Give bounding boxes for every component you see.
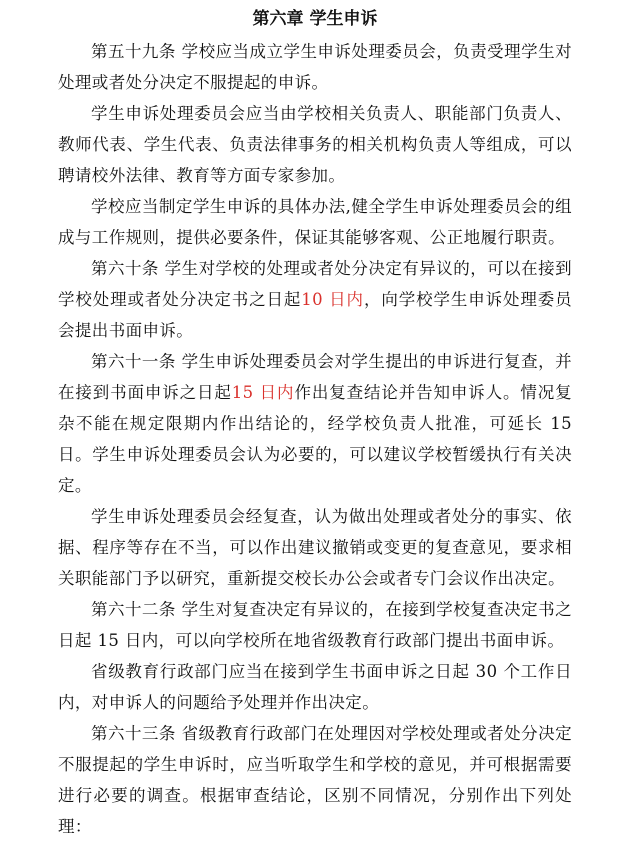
article-60-deadline-highlight: 10 日内 — [301, 290, 364, 309]
article-61-paragraph — [58, 346, 572, 501]
article-61-text-before: 第六十一条 学生申诉处理委员会对学生提出的申诉进行复查，并在接到书面申诉之日起 — [58, 352, 572, 402]
appeal-rules-paragraph: 学校应当制定学生申诉的具体办法,健全学生申诉处理委员会的组成与工作规则，提供必要条件，保证其能够客观、公正地履行职责。 — [58, 197, 572, 247]
article-61-deadline-highlight: 15 日内 — [231, 383, 295, 402]
provincial-decision-paragraph: 省级教育行政部门应当在接到学生书面申诉之日起 30 个工作日内，对申诉人的问题给予处理并作出决定。 — [58, 662, 572, 712]
review-opinion-paragraph: 学生申诉处理委员会经复查，认为做出处理或者处分的事实、依据、程序等存在不当，可以作出建议撤销或变更的复查意见，要求相关职能部门予以研究，重新提交校长办公会或者专门会议作出决定。 — [58, 507, 572, 588]
article-60-paragraph — [58, 253, 572, 346]
article-63-paragraph: 第六十三条 省级教育行政部门在处理因对学校处理或者处分决定不服提起的学生申诉时，应当听取学生和学校的意见，并可根据需要进行必要的调查。根据审查结论，区别不同情况，分别作出下列处理： — [58, 724, 572, 836]
article-60-text-before: 第六十条 学生对学校的处理或者处分决定有异议的，可以在接到学校处理或者处分决定书之日起 — [58, 259, 572, 309]
chapter-title: 第六章 学生申诉 — [252, 9, 378, 29]
article-60-text-after: ，向学校学生申诉处理委员会提出书面申诉。 — [58, 290, 572, 340]
article-61-text-after: 作出复查结论并告知申诉人。情况复杂不能在规定限期内作出结论的，经学校负责人批准，可延长 15 日。学生申诉处理委员会认为必要的，可以建议学校暂缓执行有关决定。 — [58, 383, 572, 495]
committee-composition-paragraph: 学生申诉处理委员会应当由学校相关负责人、职能部门负责人、教师代表、学生代表、负责法律事务的相关机构负责人等组成，可以聘请校外法律、教育等方面专家参加。 — [58, 104, 572, 185]
article-62-paragraph: 第六十二条 学生对复查决定有异议的，在接到学校复查决定书之日起 15 日内，可以向学校所在地省级教育行政部门提出书面申诉。 — [58, 600, 572, 650]
article-59-paragraph: 第五十九条 学校应当成立学生申诉处理委员会，负责受理学生对处理或者处分决定不服提起的申诉。 — [58, 42, 572, 92]
